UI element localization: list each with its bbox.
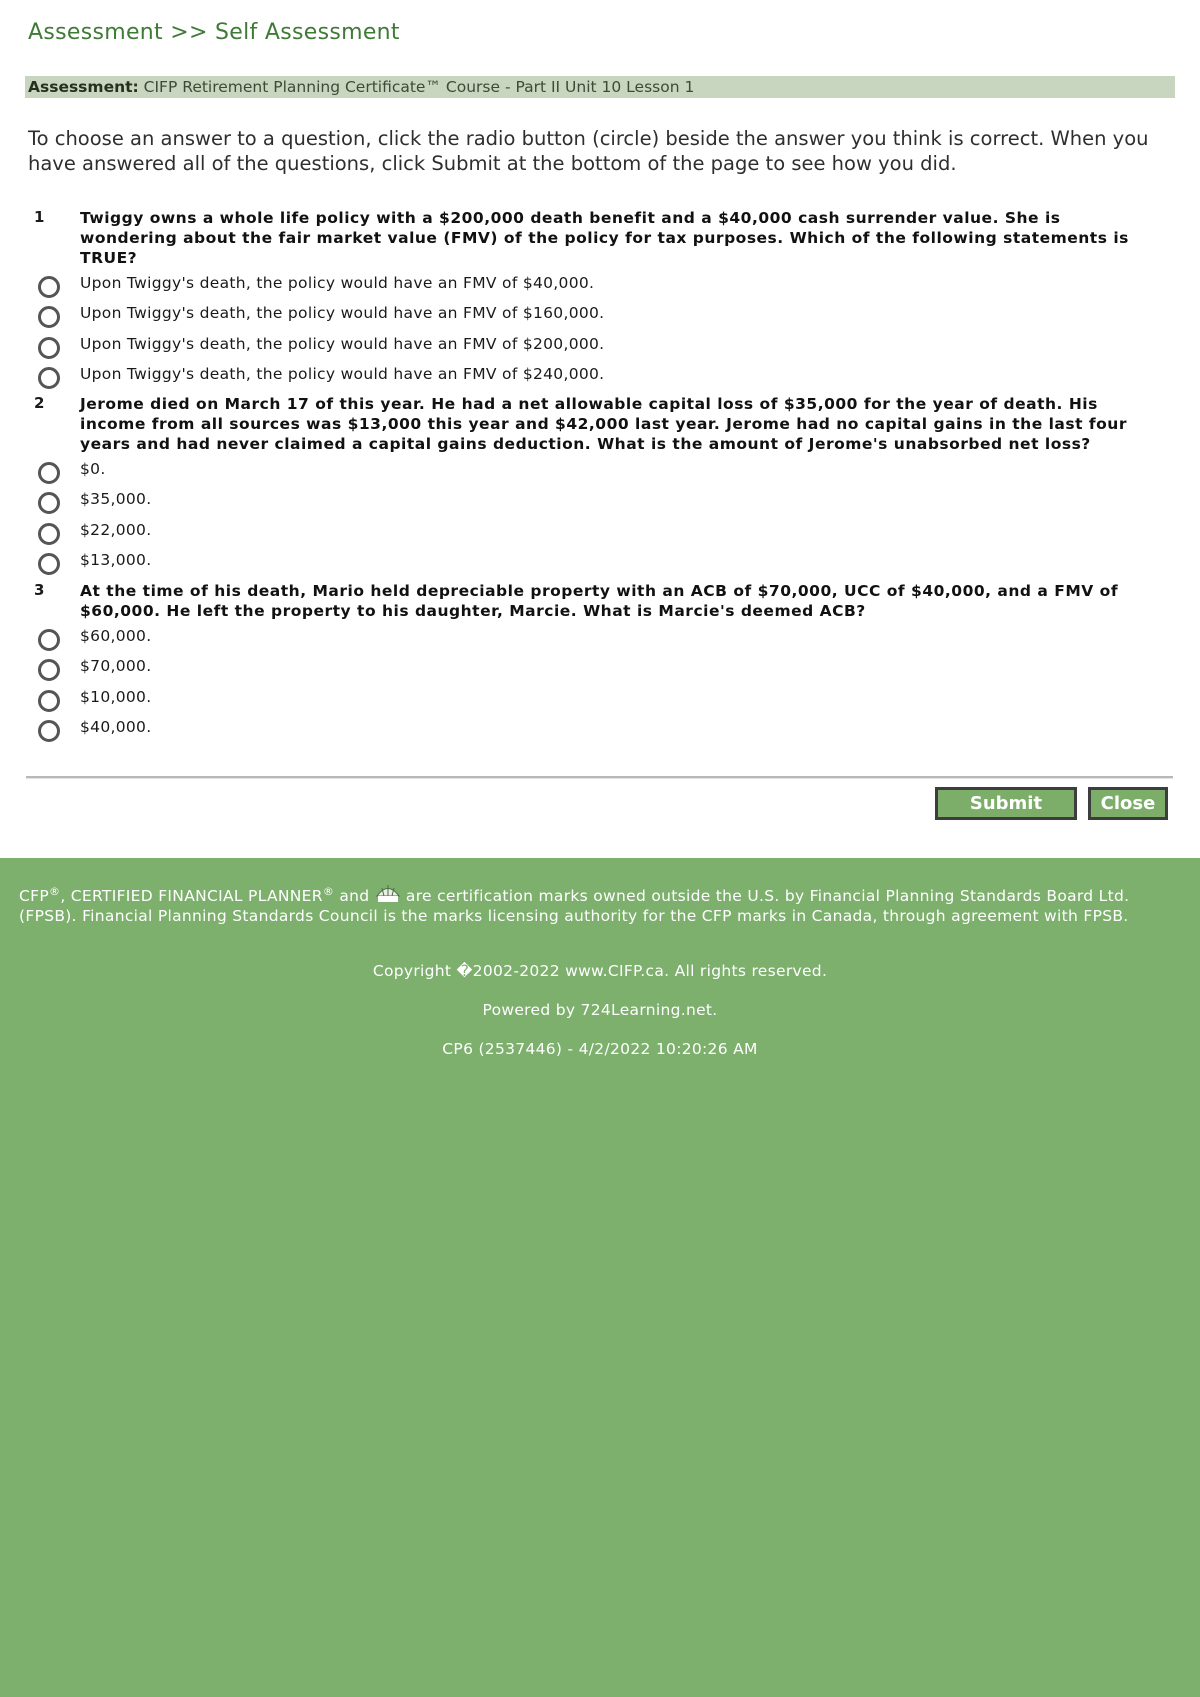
radio-button[interactable]: [38, 720, 60, 742]
radio-button[interactable]: [38, 306, 60, 328]
divider: [26, 776, 1173, 779]
question-text: Jerome died on March 17 of this year. He had a net allowable capital loss of $35,000 for the year of death. His income from all sources was $13,000 this year and $42,000 last year. Jerome had no capital gains in the last four years and had never claimed a capital gains deduction. What is the amount of Jerome's unabsorbed net loss?: [80, 395, 1127, 453]
radio-button[interactable]: [38, 367, 60, 389]
cfp-mark-icon: [375, 883, 401, 903]
question-number: 3: [34, 581, 45, 599]
close-button[interactable]: Close: [1088, 787, 1168, 820]
answer-label: $40,000.: [80, 718, 152, 736]
radio-button[interactable]: [38, 462, 60, 484]
answer-label: Upon Twiggy's death, the policy would have an FMV of $40,000.: [80, 274, 595, 292]
answer-label: $70,000.: [80, 657, 152, 675]
radio-button[interactable]: [38, 523, 60, 545]
certification-notice: [19, 882, 1179, 926]
answer-label: $60,000.: [80, 627, 152, 645]
question-number: 1: [34, 208, 45, 226]
assessment-name: CIFP Retirement Planning Certificate™ Course - Part II Unit 10 Lesson 1: [143, 78, 695, 96]
question-text: At the time of his death, Mario held depreciable property with an ACB of $70,000, UCC of $40,000, and a FMV of $60,000. He left the property to his daughter, Marcie. What is Marcie's deemed ACB?: [80, 582, 1119, 620]
copyright: Copyright �2002-2022 www.CIFP.ca. All rights reserved.: [372, 962, 828, 980]
answer-label: $35,000.: [80, 490, 152, 508]
registered-mark: ®: [49, 885, 61, 898]
radio-button[interactable]: [38, 276, 60, 298]
cert-text-rest: are certification marks owned outside the U.S. by Financial Planning Standards Board Ltd. (FPSB). Financial Planning Standards Council is the marks licensing authority for the CFP marks in Canada, through agreement with FPSB.: [19, 887, 1130, 926]
question-number: 2: [34, 394, 45, 412]
cert-text-planner: , CERTIFIED FINANCIAL PLANNER: [60, 887, 323, 906]
answer-label: Upon Twiggy's death, the policy would have an FMV of $160,000.: [80, 304, 605, 322]
assessment-label: Assessment:: [28, 78, 139, 96]
radio-button[interactable]: [38, 629, 60, 651]
footer: [0, 858, 1200, 1697]
radio-button[interactable]: [38, 690, 60, 712]
session-info: CP6 (2537446) - 4/2/2022 10:20:26 AM: [442, 1040, 758, 1058]
answer-label: $22,000.: [80, 521, 152, 539]
assessment-bar: [25, 76, 1175, 98]
cert-text-cfp: CFP: [19, 887, 49, 906]
radio-button[interactable]: [38, 659, 60, 681]
radio-button[interactable]: [38, 492, 60, 514]
answer-label: Upon Twiggy's death, the policy would have an FMV of $240,000.: [80, 365, 605, 383]
registered-mark: ®: [322, 885, 335, 898]
answer-label: $10,000.: [80, 688, 152, 706]
answer-label: Upon Twiggy's death, the policy would have an FMV of $200,000.: [80, 335, 605, 353]
instructions: To choose an answer to a question, click the radio button (circle) beside the answer you think is correct. When you have answered all of the questions, click Submit at the bottom of the page to see how you did.: [28, 127, 1149, 175]
page-title: Assessment >> Self Assessment: [28, 20, 400, 45]
answer-label: $0.: [80, 460, 106, 478]
cert-text-and: and: [334, 887, 375, 906]
submit-now-button[interactable]: Submit Now: [935, 787, 1077, 820]
powered-by: Powered by 724Learning.net.: [482, 1001, 718, 1019]
radio-button[interactable]: [38, 553, 60, 575]
answer-label: $13,000.: [80, 551, 152, 569]
radio-button[interactable]: [38, 337, 60, 359]
question-text: Twiggy owns a whole life policy with a $200,000 death benefit and a $40,000 cash surrender value. She is wondering about the fair market value (FMV) of the policy for tax purposes. Which of the following statements is TRUE?: [80, 209, 1129, 267]
